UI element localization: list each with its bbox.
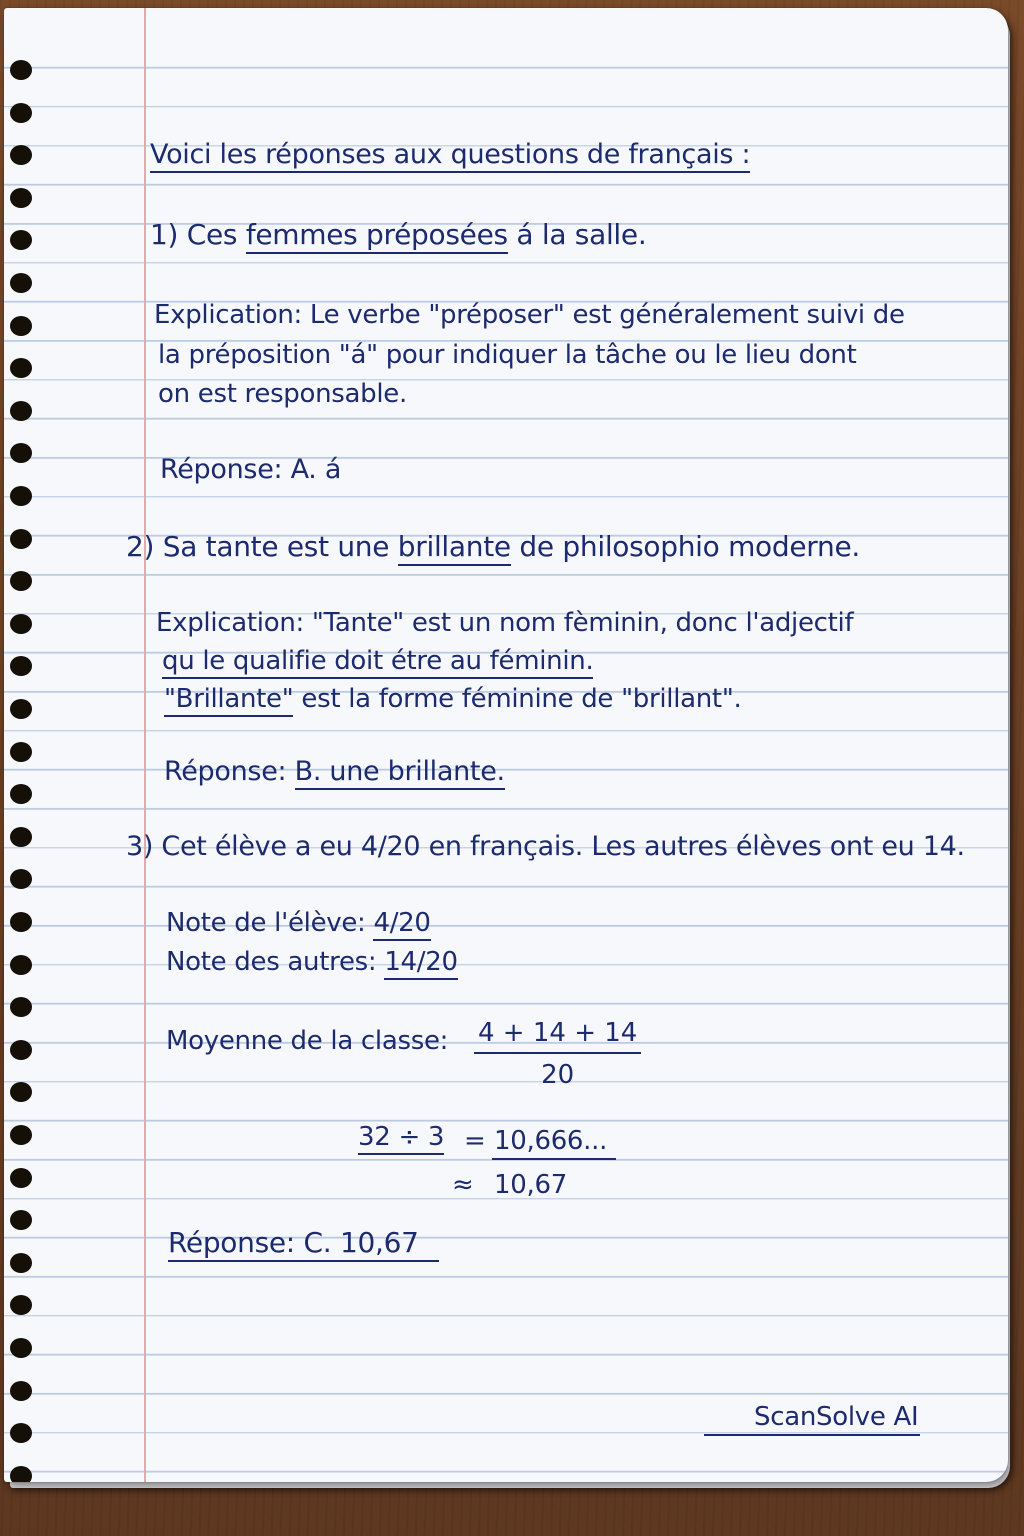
q2-explanation-line-3-rest: est la forme féminine de "brillant". <box>293 684 742 714</box>
q2-sentence-start: 2) Sa tante est une <box>126 530 398 563</box>
punch-hole <box>10 869 32 889</box>
q3-calc-left <box>358 1118 444 1156</box>
q2-explanation-line-3 <box>164 680 741 718</box>
q2-explanation-line-2-text: qu le qualifie doit étre au féminin. <box>162 646 593 679</box>
punch-hole <box>10 827 32 847</box>
q3-fraction-numerator: 4 + 14 + 14 <box>474 1016 641 1054</box>
punch-hole <box>10 742 32 762</box>
punch-hole <box>10 1253 32 1273</box>
notebook-page <box>4 8 1008 1482</box>
q3-calc-equals: = <box>464 1126 486 1156</box>
q2-sentence <box>126 528 860 566</box>
q3-note-eleve <box>166 904 431 942</box>
punch-hole <box>10 486 32 506</box>
punch-hole <box>10 997 32 1017</box>
q1-explanation-line-1: Explication: Le verbe "préposer" est généralement suivi de <box>154 300 905 330</box>
punch-hole <box>10 571 32 591</box>
q2-explanation-line-1: Explication: "Tante" est un nom fèminin, donc l'adjectif <box>156 608 854 638</box>
heading-text: Voici les réponses aux questions de français : <box>150 139 750 173</box>
q1-sentence-start: 1) Ces <box>150 218 246 251</box>
punch-hole <box>10 443 32 463</box>
q2-sentence-underlined: brillante <box>398 530 511 566</box>
q3-calc-result-rule <box>492 1158 616 1160</box>
punch-hole <box>10 103 32 123</box>
q3-calc-result: 10,666... <box>494 1126 608 1156</box>
signature: ScanSolve AI <box>754 1402 919 1432</box>
punch-hole <box>10 1082 32 1102</box>
q2-answer-value: B. une brillante. <box>295 756 505 790</box>
q3-moyenne-label: Moyenne de la classe: <box>166 1026 449 1056</box>
q3-note-autres-label: Note des autres: <box>166 947 385 977</box>
punch-hole <box>10 188 32 208</box>
punch-hole <box>10 1423 32 1443</box>
punch-hole <box>10 912 32 932</box>
punch-hole <box>10 60 32 80</box>
punch-hole <box>10 656 32 676</box>
punch-hole <box>10 614 32 634</box>
margin-line <box>144 8 146 1482</box>
q1-sentence-underlined: femmes préposées <box>246 218 508 254</box>
punch-hole <box>10 1210 32 1230</box>
q2-answer <box>164 753 505 791</box>
q3-answer-text: Réponse: C. 10,67 <box>168 1226 439 1262</box>
punch-hole <box>10 316 32 336</box>
punch-hole <box>10 1295 32 1315</box>
punch-hole <box>10 1381 32 1401</box>
punch-hole <box>10 273 32 293</box>
punch-hole <box>10 230 32 250</box>
q1-explanation-line-2: la préposition "á" pour indiquer la tâche ou le lieu dont <box>158 340 857 370</box>
q2-explanation-line-2 <box>162 642 593 680</box>
q3-approx-symbol: ≈ <box>452 1170 474 1200</box>
punch-hole <box>10 699 32 719</box>
q3-average-fraction <box>474 1016 641 1092</box>
punch-hole <box>10 1466 32 1482</box>
q2-answer-label: Réponse: <box>164 756 295 787</box>
q3-sentence: 3) Cet élève a eu 4/20 en français. Les autres élèves ont eu 14. <box>126 831 965 862</box>
q1-sentence-end: á la salle. <box>507 218 647 251</box>
punch-hole <box>10 784 32 804</box>
punch-hole <box>10 358 32 378</box>
q3-note-autres <box>166 943 458 981</box>
punch-hole <box>10 145 32 165</box>
q3-answer <box>168 1224 439 1262</box>
punch-hole <box>10 1125 32 1145</box>
punch-hole <box>10 529 32 549</box>
punch-hole <box>10 401 32 421</box>
q2-explanation-brillante: "Brillante" <box>164 684 293 717</box>
q3-approx-value: 10,67 <box>494 1170 567 1200</box>
punch-hole <box>10 1338 32 1358</box>
q3-note-eleve-label: Note de l'élève: <box>166 908 374 938</box>
q3-note-autres-value: 14/20 <box>384 947 457 980</box>
q1-explanation-line-3: on est responsable. <box>158 379 407 409</box>
q1-sentence <box>150 216 646 254</box>
punch-hole <box>10 1040 32 1060</box>
punch-hole <box>10 955 32 975</box>
page-heading <box>150 136 750 174</box>
q3-fraction-denominator: 20 <box>541 1060 575 1090</box>
q3-calc-division: 32 ÷ 3 <box>358 1122 444 1155</box>
punch-hole <box>10 1168 32 1188</box>
q2-sentence-end: de philosophio moderne. <box>510 530 860 563</box>
signature-rule <box>704 1434 920 1436</box>
q1-answer: Réponse: A. á <box>160 454 342 485</box>
q3-note-eleve-value: 4/20 <box>373 908 430 941</box>
spiral-holes <box>4 8 44 1482</box>
